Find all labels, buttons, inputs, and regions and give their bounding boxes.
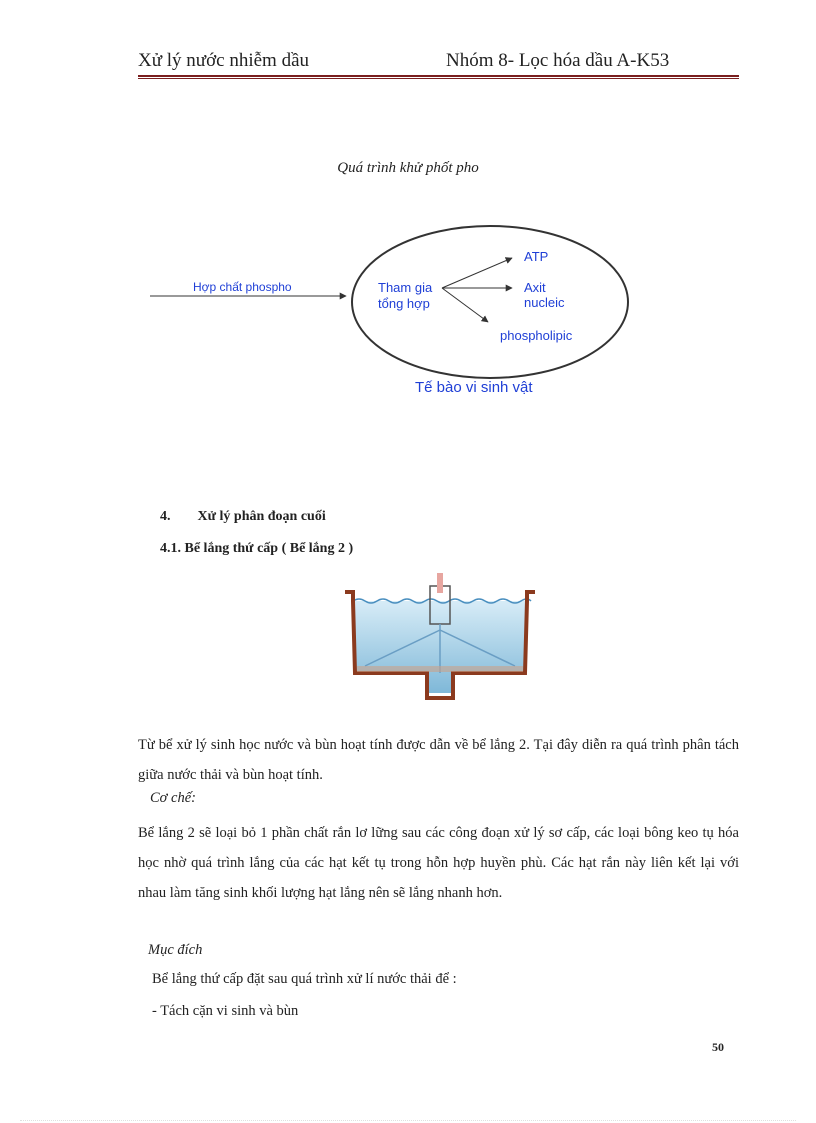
inlet-pipe: [437, 573, 443, 593]
output-phospholipic: phospholipic: [500, 328, 573, 343]
section-4-heading: [160, 509, 326, 525]
mechanism-label: Cơ chế:: [150, 790, 196, 806]
header-document-title: Xử lý nước nhiễm dầu: [138, 50, 309, 71]
arrow-to-atp: [442, 258, 512, 288]
settling-tank-illustration: [335, 568, 545, 703]
center-label-line1: Tham gia: [378, 280, 433, 295]
sludge-layer: [357, 666, 523, 672]
paragraph-intro: Từ bể xử lý sinh học nước và bùn hoạt tính được dẫn về bể lắng 2. Tại đây diễn ra quá trình phân tách giữa nước thải và bùn hoạt tính.: [138, 737, 739, 783]
cell-label: Tế bào vi sinh vật: [415, 379, 533, 396]
page-bottom-divider: [20, 1120, 796, 1121]
bullet-item: - Tách cặn vi sinh và bùn: [152, 1003, 299, 1019]
paragraph-purpose: Bể lắng thứ cấp đặt sau quá trình xử lí nước thải để :: [152, 971, 457, 987]
section-4-number: 4.: [160, 509, 171, 524]
page-number: 50: [712, 1040, 724, 1054]
section-41-heading: 4.1. Bể lắng thứ cấp ( Bể lắng 2 ): [160, 541, 354, 556]
paragraph-mechanism: Bể lắng 2 sẽ loại bỏ 1 phần chất rắn lơ lững sau các công đoạn xử lý sơ cấp, các loại bông keo tụ hóa học nhờ quá trình lắng của các hạt kết tụ trong hỗn hợp huyền phù. Các hạt rắn này liên kết lại với nhau làm tăng sinh khối lượng hạt lắng nên sẽ lắng nhanh hơn.: [138, 825, 739, 901]
header-group-title: Nhóm 8- Lọc hóa dầu A-K53: [446, 50, 670, 71]
output-axit-line2: nucleic: [524, 295, 565, 310]
center-label-line2: tổng hợp: [378, 296, 430, 311]
header-rule-thin: [138, 78, 739, 79]
header-rule: [138, 75, 739, 77]
output-axit-line1: Axit: [524, 280, 546, 295]
output-atp: ATP: [524, 249, 549, 264]
input-label: Hợp chất phospho: [193, 280, 292, 294]
section-4-title: Xử lý phân đoạn cuối: [197, 509, 326, 524]
purpose-label: Mục đích: [148, 942, 203, 958]
arrow-to-phospholipic: [442, 288, 488, 322]
phosphorus-diagram: [150, 220, 650, 410]
figure-caption: Quá trình khử phốt pho: [337, 160, 479, 176]
